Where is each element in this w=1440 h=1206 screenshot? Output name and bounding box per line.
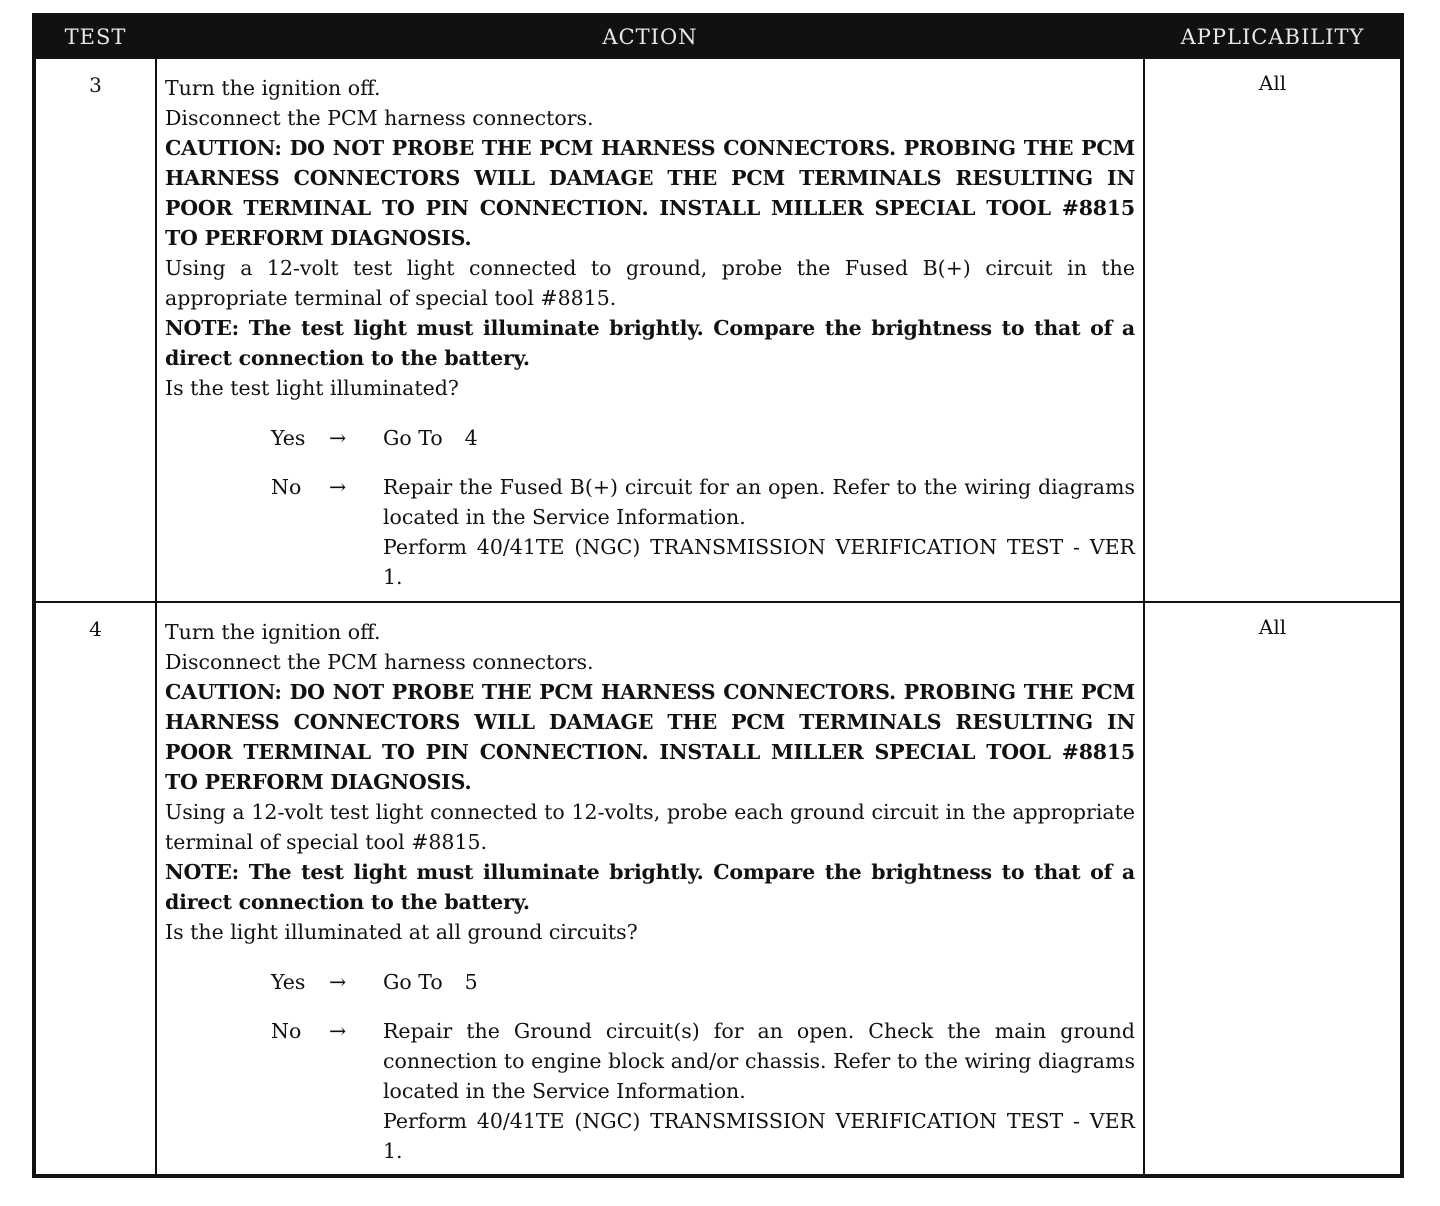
outcomes bbox=[165, 967, 1135, 1166]
action-cell bbox=[156, 58, 1144, 602]
action-cell bbox=[156, 602, 1144, 1176]
no-repair-text: Repair the Fused B(+) circuit for an open. Refer to the wiring diagrams located in the Service Information. bbox=[383, 475, 1135, 529]
test-number: 3 bbox=[34, 58, 156, 602]
instruction-text: Using a 12-volt test light connected to 12-volts, probe each ground circuit in the appropriate terminal of special tool #8815. bbox=[165, 800, 1135, 854]
no-label: No bbox=[271, 475, 302, 499]
header-applicability: APPLICABILITY bbox=[1144, 15, 1402, 58]
table-row bbox=[34, 58, 1402, 602]
test-number: 4 bbox=[34, 602, 156, 1176]
action-step: Turn the ignition off. bbox=[165, 76, 381, 100]
action-step: Disconnect the PCM harness connectors. bbox=[165, 106, 594, 130]
no-repair-text: Repair the Ground circuit(s) for an open. Check the main ground connection to engine block and/or chassis. Refer to the wiring diagrams located in the Service Information. bbox=[383, 1019, 1135, 1103]
note-text: NOTE: The test light must illuminate brightly. Compare the brightness to that of a direct connection to the battery. bbox=[165, 316, 1135, 370]
no-perform-text: Perform 40/41TE (NGC) TRANSMISSION VERIFICATION TEST - VER 1. bbox=[383, 1109, 1135, 1163]
table-row bbox=[34, 602, 1402, 1176]
no-action bbox=[383, 1016, 1135, 1166]
question-text: Is the light illuminated at all ground circuits? bbox=[165, 920, 638, 944]
arrow-icon: → bbox=[329, 475, 347, 499]
action-step: Turn the ignition off. bbox=[165, 620, 381, 644]
yes-label: Yes bbox=[271, 970, 306, 994]
yes-label: Yes bbox=[271, 426, 306, 450]
no-perform-text: Perform 40/41TE (NGC) TRANSMISSION VERIFICATION TEST - VER 1. bbox=[383, 535, 1135, 589]
no-action bbox=[383, 472, 1135, 592]
header-test: TEST bbox=[34, 15, 156, 58]
arrow-icon: → bbox=[329, 426, 347, 450]
outcome-no bbox=[271, 472, 1135, 592]
header-action: ACTION bbox=[156, 15, 1144, 58]
goto-label: Go To bbox=[383, 970, 443, 994]
instruction-text: Using a 12-volt test light connected to ground, probe the Fused B(+) circuit in the appropriate terminal of special tool #8815. bbox=[165, 256, 1135, 310]
action-step: Disconnect the PCM harness connectors. bbox=[165, 650, 594, 674]
outcome-yes bbox=[271, 967, 1135, 997]
outcome-yes bbox=[271, 423, 1135, 453]
diagnostic-test-table bbox=[32, 13, 1404, 1178]
yes-action bbox=[383, 423, 1135, 453]
caution-text: CAUTION: DO NOT PROBE THE PCM HARNESS CONNECTORS. PROBING THE PCM HARNESS CONNECTORS WILL DAMAGE THE PCM TERMINALS RESULTING IN POOR TERMINAL TO PIN CONNECTION. INSTALL MILLER SPECIAL TOOL #8815 TO PERFORM DIAGNOSIS. bbox=[165, 136, 1135, 250]
table-header-row bbox=[34, 15, 1402, 58]
caution-text: CAUTION: DO NOT PROBE THE PCM HARNESS CONNECTORS. PROBING THE PCM HARNESS CONNECTORS WILL DAMAGE THE PCM TERMINALS RESULTING IN POOR TERMINAL TO PIN CONNECTION. INSTALL MILLER SPECIAL TOOL #8815 TO PERFORM DIAGNOSIS. bbox=[165, 680, 1135, 794]
no-label: No bbox=[271, 1019, 302, 1043]
question-text: Is the test light illuminated? bbox=[165, 376, 459, 400]
goto-target: 4 bbox=[464, 426, 478, 450]
outcome-no bbox=[271, 1016, 1135, 1166]
applicability-cell: All bbox=[1144, 602, 1402, 1176]
applicability-cell: All bbox=[1144, 58, 1402, 602]
note-text: NOTE: The test light must illuminate brightly. Compare the brightness to that of a direct connection to the battery. bbox=[165, 860, 1135, 914]
arrow-icon: → bbox=[329, 970, 347, 994]
goto-label: Go To bbox=[383, 426, 443, 450]
outcomes bbox=[165, 423, 1135, 592]
goto-target: 5 bbox=[464, 970, 478, 994]
arrow-icon: → bbox=[329, 1019, 347, 1043]
yes-action bbox=[383, 967, 1135, 997]
